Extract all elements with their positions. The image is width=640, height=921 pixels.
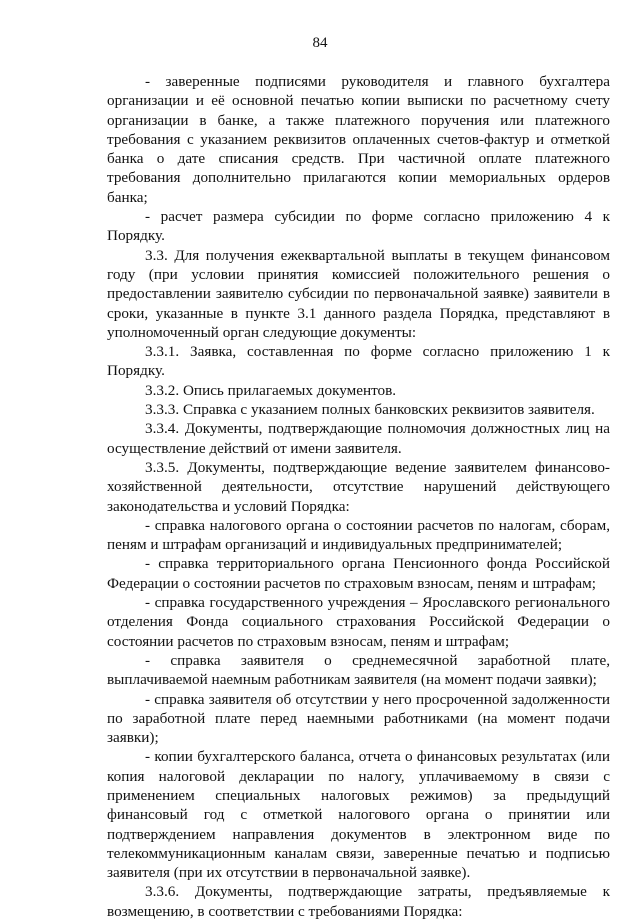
page-number: 84 xyxy=(312,35,328,51)
paragraph-balance-sheet-copies: - копии бухгалтерского баланса, отчета о финансовых результатах (или копия налоговой декларации по налогу, уплачиваемому в связи с применением специальных налоговых режимов) за предыдущий финансовый год с отметкой налогового органа о принятии или подтверждением направления документов в электронном виде по телекоммуникационным каналам связи, заверенные печатью и подписью заявителя (при их отсутствии в первоначальной заявке). xyxy=(107,748,610,882)
paragraph-pension-fund-certificate: - справка территориального органа Пенсионного фонда Российской Федерации о состоянии расчетов по страховым взносам, пеням и штрафам; xyxy=(107,555,610,592)
paragraph-section-3-3-5: 3.3.5. Документы, подтверждающие ведение заявителем финансово-хозяйственной деятельности, отсутствие нарушений действующего законодательства и условий Порядка: xyxy=(107,458,610,515)
paragraph-section-3-3-3: 3.3.3. Справка с указанием полных банковских реквизитов заявителя. xyxy=(145,401,595,419)
paragraph-section-3-3-1: 3.3.1. Заявка, составленная по форме согласно приложению 1 к Порядку. xyxy=(107,343,610,380)
paragraph-average-salary-certificate: - справка заявителя о среднемесячной заработной плате, выплачиваемой наемным работникам заявителя (на момент подачи заявки); xyxy=(107,651,610,689)
paragraph-certified-bank-statements: - заверенные подписями руководителя и главного бухгалтера организации и её основной печатью копии выписки по расчетному счету организации в банке, а также платежного поручения или платежного требования с указанием реквизитов оплаченных счетов-фактур и отметкой банка о дате списания средств. При частичной оплате платежного требования дополнительно прилагаются копии мемориальных ордеров банка; xyxy=(107,73,610,206)
paragraph-section-3-3-6: 3.3.6. Документы, подтверждающие затраты, предъявляемые к возмещению, в соответствии с требованиями Порядка: xyxy=(107,883,610,920)
paragraph-social-insurance-certificate: - справка государственного учреждения – Ярославского регионального отделения Фонда социального страхования Российской Федерации о состоянии расчетов по страховым взносам, пеням и штрафам; xyxy=(107,594,610,650)
paragraph-subsidy-calculation: - расчет размера субсидии по форме согласно приложению 4 к Порядку. xyxy=(107,208,610,245)
paragraph-section-3-3-4: 3.3.4. Документы, подтверждающие полномочия должностных лиц на осуществление действий от имени заявителя. xyxy=(107,420,610,457)
paragraph-section-3-3-2: 3.3.2. Опись прилагаемых документов. xyxy=(145,381,397,399)
document-body xyxy=(107,72,610,921)
paragraph-tax-authority-certificate: - справка налогового органа о состоянии расчетов по налогам, сборам, пеням и штрафам организаций и индивидуальных предпринимателей; xyxy=(107,516,610,554)
paragraph-section-3-3: 3.3. Для получения ежеквартальной выплаты в текущем финансовом году (при условии принятия комиссией положительного решения о предоставлении заявителю субсидии по первоначальной заявке) заявители в сроки, указанные в пункте 3.1 данного раздела Порядка, представляют в уполномоченный орган следующие документы: xyxy=(107,246,610,341)
paragraph-no-wage-arrears-certificate: - справка заявителя об отсутствии у него просроченной задолженности по заработной плате перед наемными работниками (на момент подачи заявки); xyxy=(107,690,610,747)
